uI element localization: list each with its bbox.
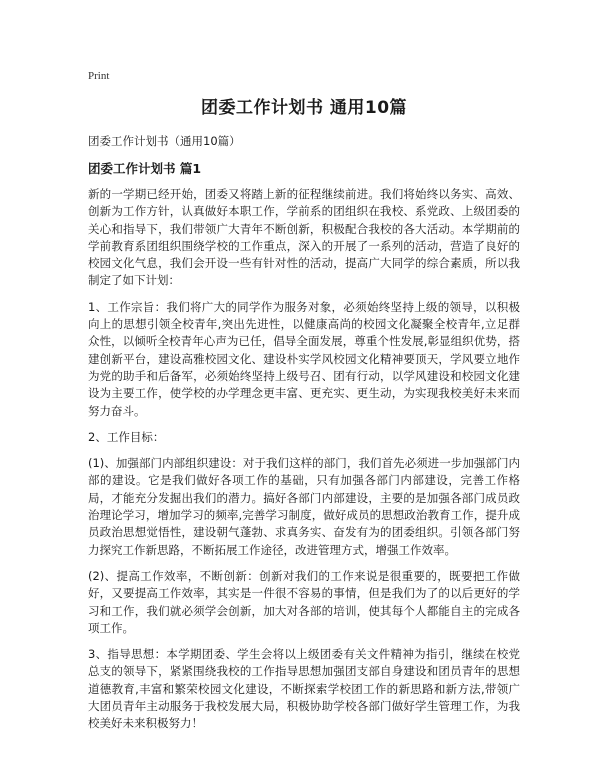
document-subtitle: 团委工作计划书（通用10篇） — [88, 134, 241, 148]
paragraph-purpose: 1、工作宗旨：我们将广大的同学作为服务对象，必须始终坚持上级的领导，以积极向上的思想引领全校青年,突出先进性，以健康高尚的校园文化凝聚全校青年,立足群众性，以倾听全校青年心声为已任，倡导全面发展，尊重个性发展,彰显组织优势，搭建创新平台，建设高雅校园文化、建设朴实学风校园文化精神要顶天，学风要立地作为党的助手和后备军，必须始终坚持上级号召、团有行动，以学风建设和校园文化建设为主要工作，使学校的办学理念更丰富、更充实、更生动，为实现我校美好未来而努力奋斗。 — [88, 299, 520, 418]
document-page — [88, 68, 520, 742]
document-title: 团委工作计划书 通用10篇 — [200, 98, 408, 118]
paragraph-guiding-principle: 3、指导思想：本学期团委、学生会将以上级团委有关文件精神为指引，继续在校党总支的领导下，紧紧围绕我校的工作指导思想加强团支部自身建设和团员青年的思想道德教育,丰富和繁荣校园文化建设，不断探索学校团工作的新思路和新方法,带领广大团员青年主动服务于我校发展大局，积极协助学校各部门做好学生管理工作，为我校美好未来积极努力！ — [88, 647, 520, 731]
paragraph-intro: 新的一学期已经开始，团委又将踏上新的征程继续前进。我们将始终以务实、高效、创新为工作方针，认真做好本职工作，学前系的团组织在我校、系党政、上级团委的关心和指导下，我们带领广大青年不断创新，积极配合我校的各大活动。本学期前的学前教育系团组织围绕学校的工作重点，深入的开展了一系列的活动，营造了良好的校园文化气息，我们会开设一些有针对性的活动，提高广大同学的综合素质，所以我制定了如下计划： — [88, 187, 520, 288]
paragraph-goal-1: (1)、加强部门内部组织建设：对于我们这样的部门，我们首先必须进一步加强部门内部的建设。它是我们做好各项工作的基础，只有加强各部门内部建设，完善工作格局，才能充分发掘出我们的潜力。搞好各部门内部建设，主要的是加强各部门成员政治理论学习，增加学习的频率,完善学习制度，做好成员的思想政治教育工作，提升成员政治思想觉悟性，建设朝气蓬勃、求真务实、奋发有为的团委组织。引领各部门努力探究工作新思路，不断拓展工作途径，改进管理方式，增强工作效率。 — [88, 456, 520, 557]
print-link[interactable]: Print — [88, 70, 110, 82]
paragraph-goals-heading: 2、工作目标： — [88, 429, 165, 444]
section-heading: 团委工作计划书 篇1 — [88, 161, 202, 176]
paragraph-goal-2: (2)、提高工作效率，不断创新：创新对我们的工作来说是很重要的，既要把工作做好，又要提高工作效率，其实是一件很不容易的事情，但是我们为了的以后更好的学习和工作，我们就必须学会创新，加大对各部的培训，使其每个人都能自主的完成各项工作。 — [88, 568, 520, 635]
